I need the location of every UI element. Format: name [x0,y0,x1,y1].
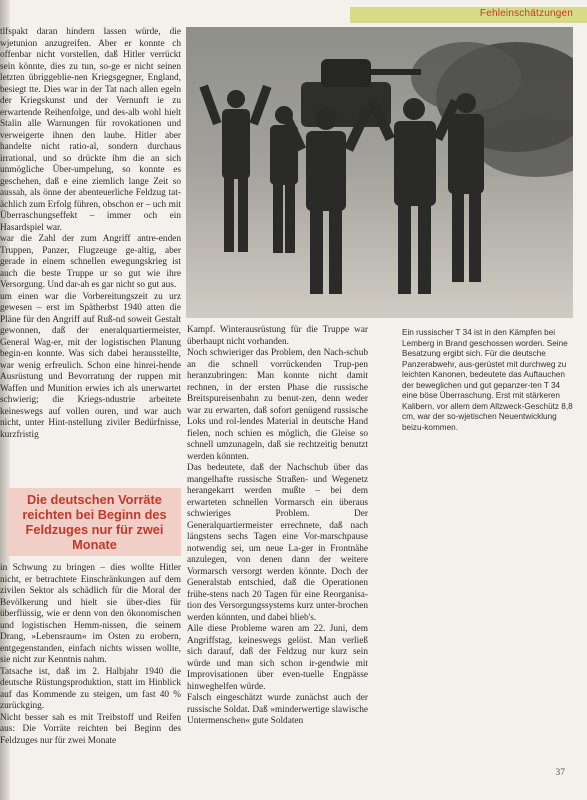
pull-quote-box [8,488,181,556]
left-column-bottom [0,563,181,747]
paragraph: war die Zahl der zum Angriff antre-enden Truppen, Panzer, Flugzeuge ge-altig, aber gerade in einem schnellen ewegungskrieg ist auch die beste Truppe ur so gut wie ihre Versorgung. Und dar-ah es gar nicht so gut aus. [0,234,181,290]
section-header: Fehleinschätzungen [479,8,573,19]
paragraph: Das bedeutete, daß der Nachschub über das mangelhafte russische Straßen- und Wegenetz herangekarrt werden mußte – bei dem erwarteten schnellen Vormarsch ein überaus schwieriges Problem. Der Generalquartiermeister errechnete, daß nach längstens sechs Tagen eine Vor-marschpause notwendig sei, um neue La-ger in Frontnähe anzulegen, von denen dann der weitere Vormarsch versorgt werden könnte. Doch der Generalstab entschied, daß die Operationen frühe-stens nach 20 Tagen für eine Reorganisa-tion des Versorgungssystems kurz unter-brochen werden könnten, und dabei blieb's. [187,463,368,623]
left-column-top [0,27,181,441]
paragraph: Alle diese Probleme waren am 22. Juni, dem Angriffstag, keineswegs gelöst. Man verließ sich darauf, daß der Feldzug nur kurz sein würde und man sich schon ir-gendwie mit Improvisationen über even-tuelle Engpässe hinweghelfen würde. [187,624,368,692]
paragraph: in Schwung zu bringen – dies wollte Hitler nicht, er betrachtete Einschränkungen auf dem zivilen Sektor als schädlich für die Moral der Bevölkerung und hielt sie über-dies für überflüssig, wie er denn von den ökonomischen und logistischen Hemm-nissen, die seinem Drang, »Lebensraum« im Osten zu erobern, entgegenstanden, einfach nichts wissen wollte, sie nicht zur Kenntnis nahm. [0,563,181,665]
paragraph: Falsch eingeschätzt wurde zunächst auch der russische Soldat. Daß »minderwertige slawische Untermenschen« gute Soldaten [187,693,368,726]
photo-caption: Ein russischer T 34 ist in den Kämpfen bei Lemberg in Brand geschossen worden. Seine Besatzung ergibt sich. Für die deutsche Panzerabwehr, aus-gerüstet mit durchweg zu leichten Kanonen, bedeutete das Auftauchen der beweglichen und gut gepanzer-ten T 34 eine böse Überraschung. Erst mit stärkeren Kalibern, vor allem dem Allzweck-Geschütz 8,8 cm, war der so-wjetischen Neuentwicklung beizu-kommen. [402,328,573,432]
paragraph: Noch schwieriger das Problem, den Nach-schub an die schnell vorrückenden Trup-pen heranzubringen: Man konnte nicht damit rechnen, in der ersten Phase die russische Breitspureisenbahn zu benut-zen, denn weder war zu erwarten, daß sofort genügend russische Loks und rol-lendes Material in deutsche Hand fielen, noch schien es möglich, die Gleise so schnell umzunageln, daß sie rechtzeitig benutzt werden könnten. [187,348,368,462]
paragraph: Kampf. Winterausrüstung für die Truppe war überhaupt nicht vorhanden. [187,325,368,347]
pull-quote: Die deutschen Vorräte reichten bei Beginn des Feldzuges nur für zwei Monate [22,492,167,552]
paragraph: Tatsache ist, daß im 2. Halbjahr 1940 die deutsche Rüstungsproduktion, statt im Hinblick auf das Kommende zu steigen, um fast 40 % zurückging. [0,666,181,711]
paragraph: Nicht besser sah es mit Treibstoff und Reifen aus: Die Vorräte reichten bei Beginn des Feldzuges nur für zwei Monate [0,712,181,746]
page-number: 37 [555,768,565,778]
paragraph: tlfspakt daran hindern lassen würde, die wjetunion anzugreifen. Aber er konnte ch offenbar nicht vorstellen, daß Hitler verrückt sein könnte, dies zu tun, so-ge er nicht seinen letzten übriggeblie-nen Kriegsgegner, England, besiegt tte. Dies war in der Tat nach allen egeln der Kriegskunst und der Vernunft ie zu erwartende Reihenfolge, und des-alb wohl hielt Stalin alle Warnungen für rovokationen und verweigerte ihnen den laube. Hitler aber handelte nicht ratio-al, sondern durchaus irrational, und so drückte ihm die an sich unmögliche Über-umpelung, so konnte es geschehen, daß e eine ziemlich lange Zeit so aussah, als önne der abenteuerliche Feldzug tat-ächlich zum Erfolg führen, obschon er – uch mit Überraschungseffekt – immer och ein Hasardspiel war. [0,27,181,233]
photo-illustration [186,27,573,318]
historical-photo [186,27,573,318]
middle-column [187,325,368,728]
paragraph: um einen war die Vorbereitungszeit zu urz gewesen – erst im Spätherbst 1940 atten die Pläne für den Angriff auf Ruß-nd soweit Gestalt gewonnen, daß der eneralquartiermeister, General Wag-er, mit der logistischen Planung begin-en konnte. Was sich dabei herausstellte, war wenig erfreulich. Schon eine hinrei-hende Ausrüstung und Bevorratung der ruppen mit Waffen und Munition erwies ich als unerwartet schwierig; die Kriegs-ndustrie arbeitete keineswegs auf vollen ouren, und war auch nicht, unter Hint-nstellung ziviler Bedürfnisse, kurzfristig [0,291,181,440]
